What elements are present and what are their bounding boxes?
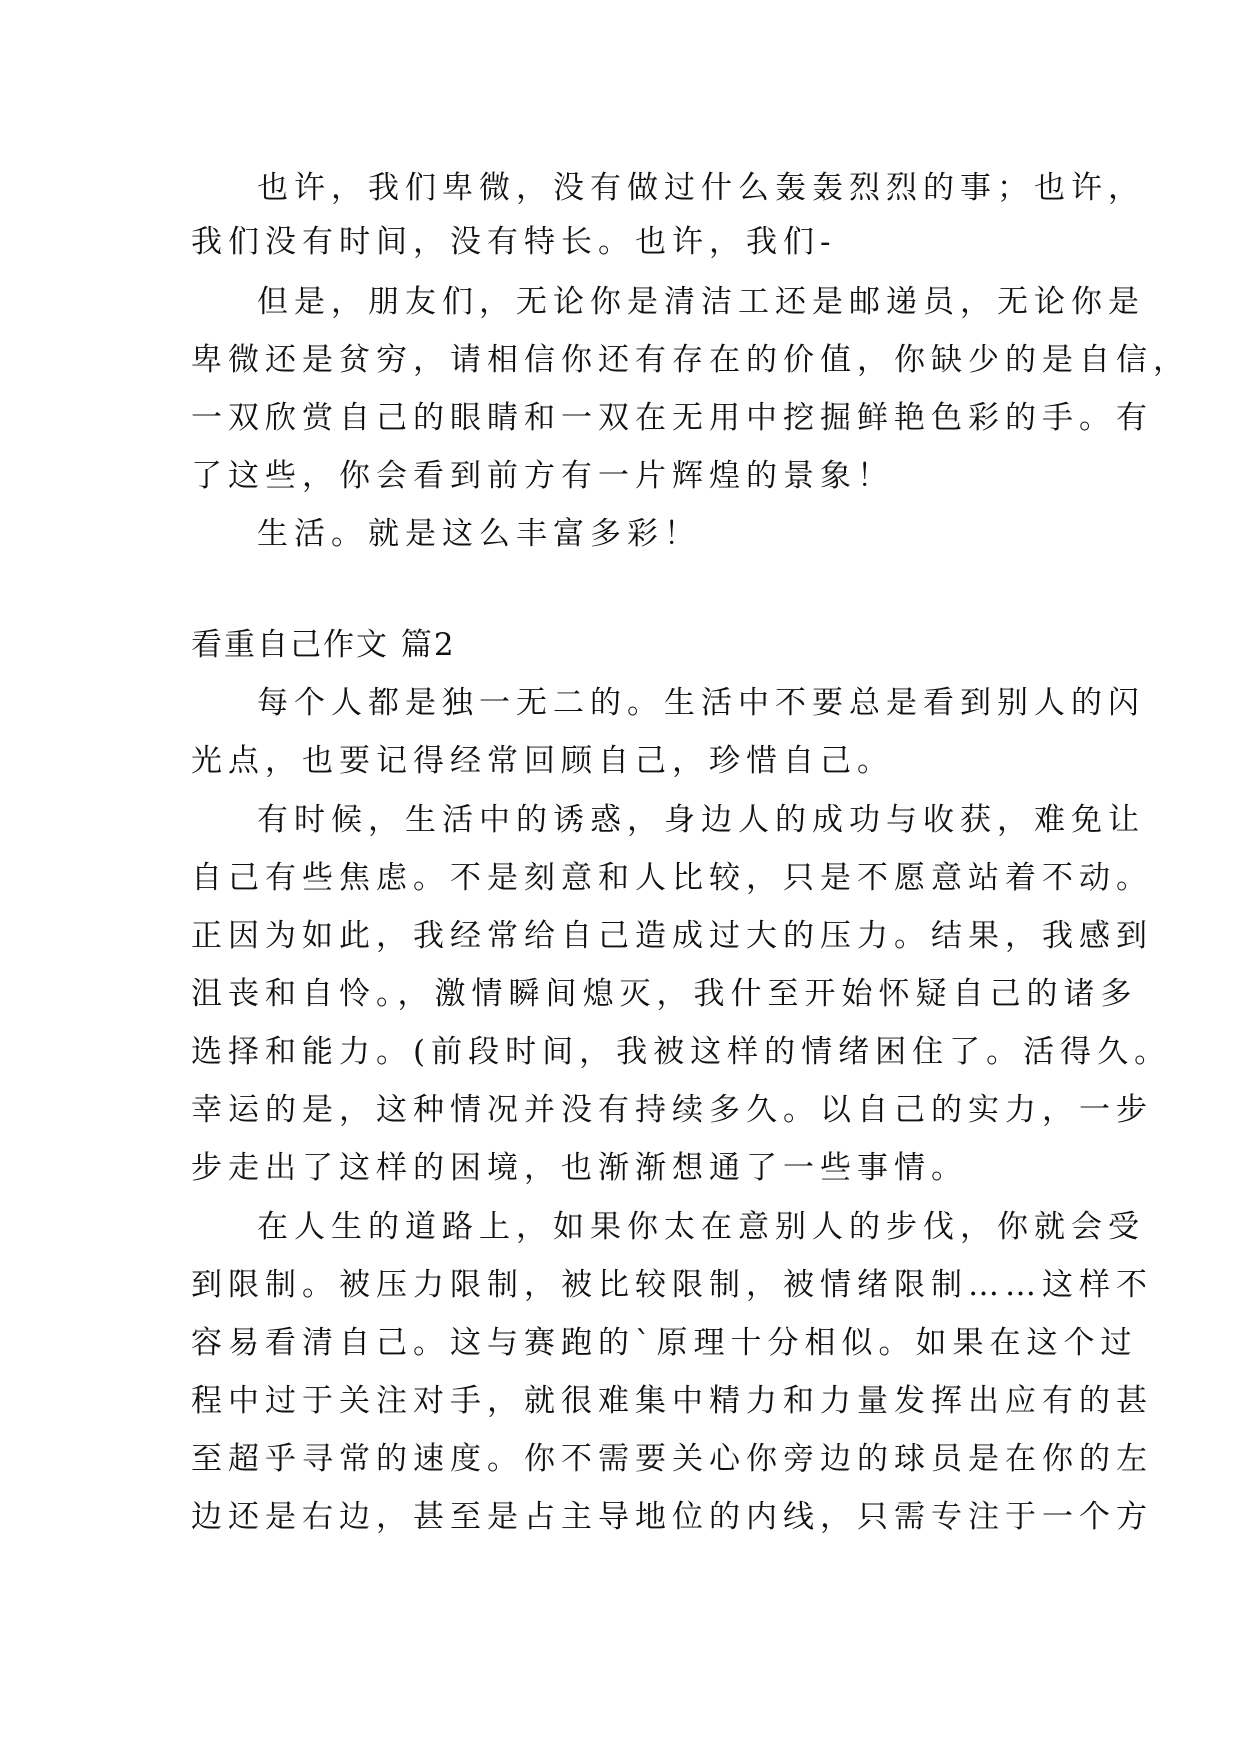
- text-line: 选择和能力。(前段时间，我被这样的情绪困住了。活得久。: [191, 1034, 1172, 1070]
- text-line: 但是，朋友们，无论你是清洁工还是邮递员，无论你是: [257, 284, 1145, 320]
- text-line: 幸运的是，这种情况并没有持续多久。以自己的实力，一步: [191, 1092, 1153, 1128]
- text-line: 沮丧和自怜。，激情瞬间熄灭，我什至开始怀疑自己的诸多: [191, 976, 1138, 1012]
- text-line: 有时候，生活中的诱惑，身边人的成功与收获，难免让: [257, 802, 1145, 838]
- text-line: 卑微还是贫穷，请相信你还有存在的价值，你缺少的是自信，: [191, 342, 1190, 378]
- text-line: 光点，也要记得经常回顾自己，珍惜自己。: [191, 743, 894, 779]
- text-line: 到限制。被压力限制，被比较限制，被情绪限制……这样不: [191, 1267, 1153, 1303]
- text-line: 边还是右边，甚至是占主导地位的内线，只需专注于一个方: [191, 1499, 1153, 1535]
- text-line: 容易看清自己。这与赛跑的`原理十分相似。如果在这个过: [191, 1325, 1138, 1361]
- text-line: 每个人都是独一无二的。生活中不要总是看到别人的闪: [257, 685, 1145, 721]
- text-line: 正因为如此，我经常给自己造成过大的压力。结果，我感到: [191, 918, 1153, 954]
- text-line: 一双欣赏自己的眼睛和一双在无用中挖掘鲜艳色彩的手。有: [191, 400, 1153, 436]
- text-line: 在人生的道路上，如果你太在意别人的步伐，你就会受: [257, 1209, 1145, 1245]
- text-line: 程中过于关注对手，就很难集中精力和力量发挥出应有的甚: [191, 1383, 1153, 1419]
- text-line: 了这些，你会看到前方有一片辉煌的景象！: [191, 458, 894, 494]
- text-line: 至超乎寻常的速度。你不需要关心你旁边的球员是在你的左: [191, 1441, 1153, 1477]
- text-line: 步走出了这样的困境，也渐渐想通了一些事情。: [191, 1150, 968, 1186]
- text-line: 生活。就是这么丰富多彩！: [257, 516, 701, 552]
- section-title: 看重自己作文 篇2: [191, 627, 456, 663]
- text-line: 自己有些焦虑。不是刻意和人比较，只是不愿意站着不动。: [191, 860, 1153, 896]
- text-line: 也许，我们卑微，没有做过什么轰轰烈烈的事；也许，: [257, 170, 1145, 206]
- text-line: 我们没有时间，没有特长。也许，我们-: [191, 224, 837, 260]
